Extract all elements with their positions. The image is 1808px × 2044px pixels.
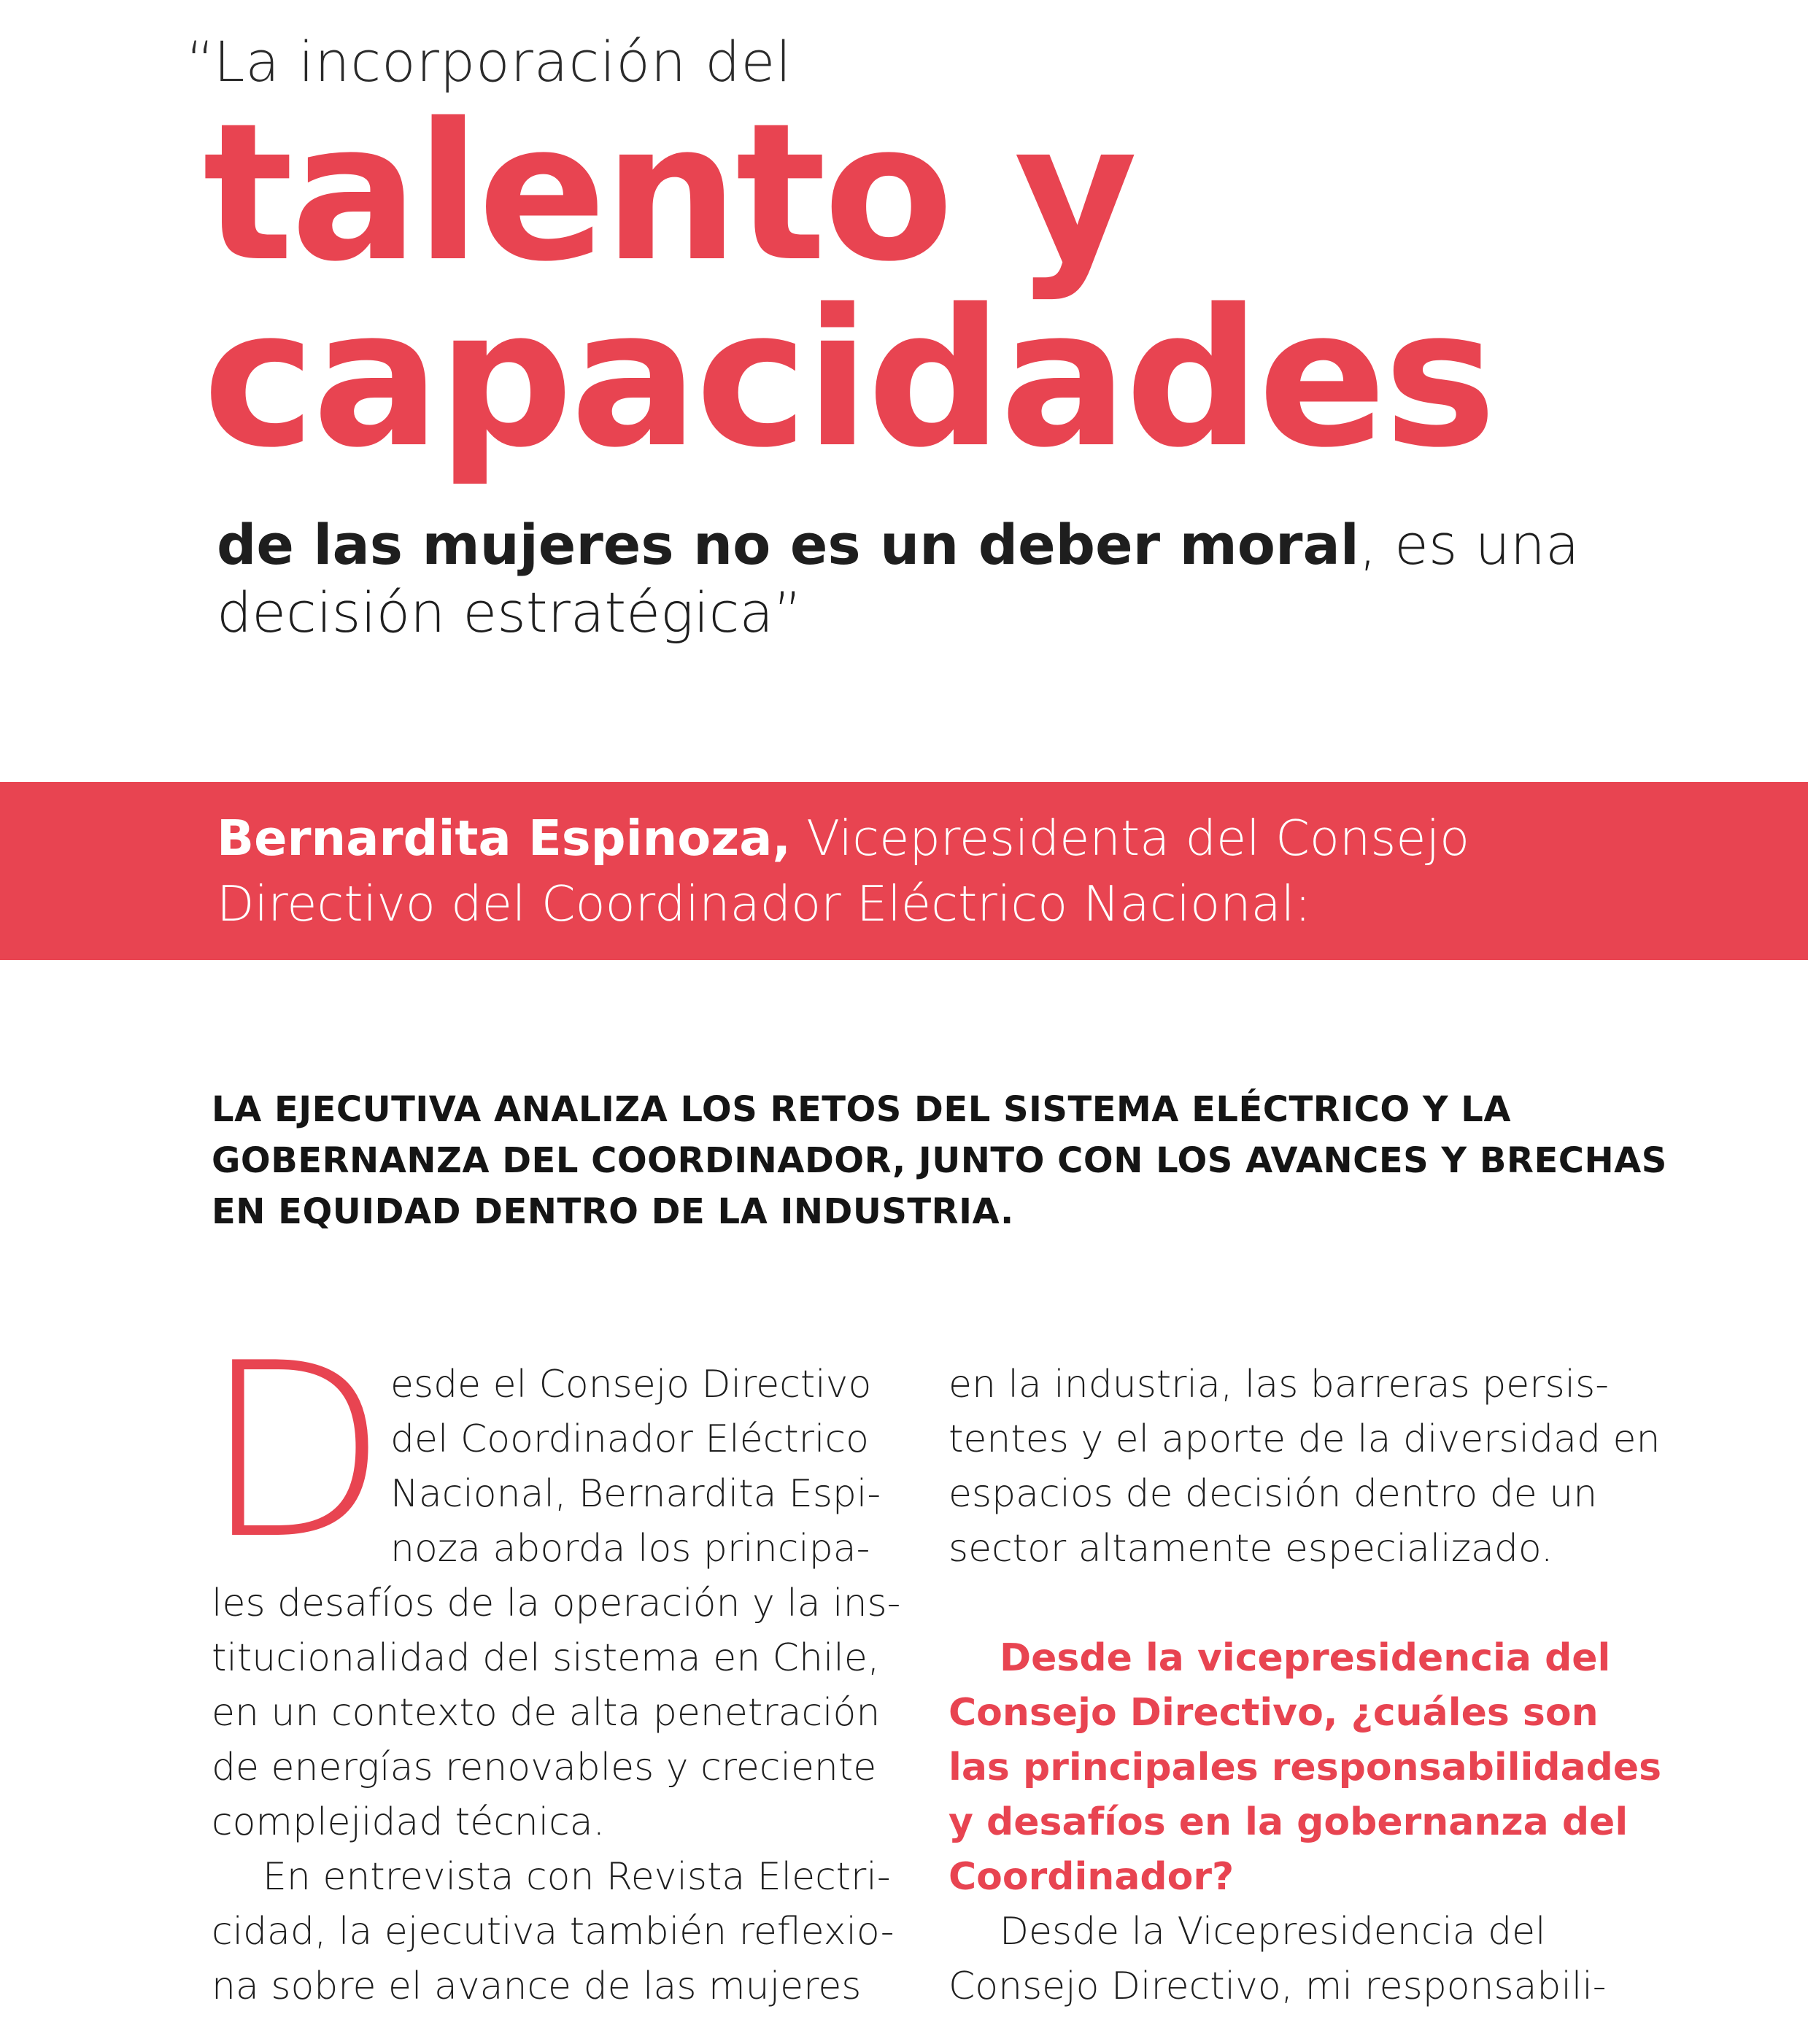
lead-line: LA EJECUTIVA ANALIZA LOS RETOS DEL SISTEMA ELÉCTRICO Y LA <box>212 1089 1512 1130</box>
byline-line-2: Directivo del Coordinador Eléctrico Nacional: <box>217 875 1311 932</box>
body-line: en la industria, las barreras persis- <box>949 1363 1609 1406</box>
headline-line-2: capacidades <box>203 269 1494 489</box>
lead-line: EN EQUIDAD DENTRO DE LA INDUSTRIA. <box>212 1191 1014 1232</box>
body-line: complejidad técnica. <box>212 1800 606 1844</box>
body-line: noza aborda los principa- <box>390 1527 870 1571</box>
byline-line-1 <box>217 810 1469 867</box>
question-line: Coordinador? <box>949 1855 1235 1899</box>
question-line: las principales responsabilidades <box>949 1746 1662 1789</box>
headline-line-1: talento y <box>203 83 1135 303</box>
body-line: cidad, la ejecutiva también reflexio- <box>212 1910 895 1954</box>
intro-line: “La incorporación del <box>186 29 792 94</box>
body-line: les desafíos de la operación y la ins- <box>212 1582 901 1625</box>
body-line: Consejo Directivo, mi responsabili- <box>949 1964 1607 2008</box>
body-line: tentes y el aporte de la diversidad en <box>949 1417 1661 1461</box>
body-line: Desde la Vicepresidencia del <box>1000 1910 1546 1954</box>
body-line: en un contexto de alta penetración <box>212 1691 881 1735</box>
body-line: na sobre el avance de las mujeres <box>212 1964 862 2008</box>
quote-line-2: decisión estratégica” <box>217 580 803 645</box>
body-line: Nacional, Bernardita Espi- <box>390 1472 881 1516</box>
byline-name: Bernardita Espinoza, <box>217 810 791 867</box>
body-line: sector altamente especializado. <box>949 1527 1553 1571</box>
quote-emphasis: de las mujeres no es un deber moral <box>217 512 1359 577</box>
byline-role-1: Vicepresidenta del Consejo <box>790 810 1470 867</box>
quote-continuation: , es una <box>1359 512 1580 577</box>
drop-cap: D <box>203 1312 389 1592</box>
body-line: de energías renovables y creciente <box>212 1746 877 1789</box>
body-line: del Coordinador Eléctrico <box>390 1417 869 1461</box>
body-line: espacios de decisión dentro de un <box>949 1472 1598 1516</box>
quote-line-1 <box>217 512 1580 577</box>
body-line: En entrevista con Revista Electri- <box>263 1855 891 1899</box>
body-line: esde el Consejo Directivo <box>390 1363 872 1406</box>
body-line: titucionalidad del sistema en Chile, <box>212 1636 880 1680</box>
byline-band <box>0 782 1808 960</box>
question-line: Consejo Directivo, ¿cuáles son <box>949 1691 1599 1735</box>
question-line: y desafíos en la gobernanza del <box>949 1800 1629 1844</box>
lead-line: GOBERNANZA DEL COORDINADOR, JUNTO CON LOS AVANCES Y BRECHAS <box>212 1140 1667 1181</box>
question-line: Desde la vicepresidencia del <box>1000 1636 1611 1680</box>
